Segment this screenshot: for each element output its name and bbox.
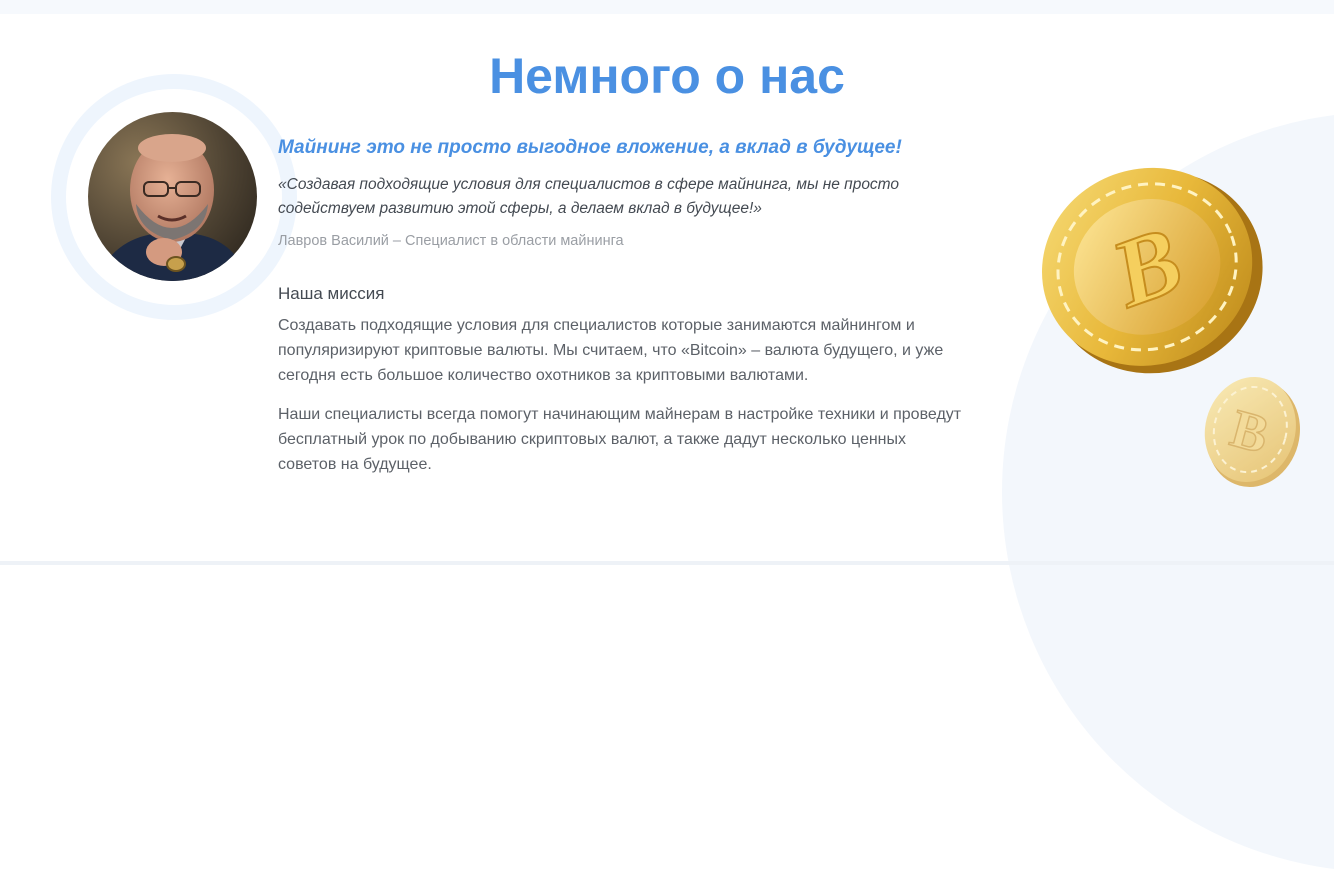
- mission-paragraph-1: Создавать подходящие условия для специалистов которые занимаются майнингом и популяризируют криптовые валюты. Мы считаем, что «Bitcoin» – валюта будущего, и уже сегодня есть большое количество охотников за криптовыми валютами.: [278, 317, 944, 384]
- avatar-image: [88, 112, 257, 281]
- svg-text:B: B: [1098, 205, 1196, 328]
- bitcoin-coin-icon: [1030, 158, 1270, 380]
- top-band: [0, 0, 1334, 14]
- tagline: Майнинг это не просто выгодное вложение, а вклад в будущее!: [278, 137, 902, 158]
- bottom-band: [0, 561, 1334, 565]
- svg-text:B: B: [1224, 397, 1275, 466]
- mission-paragraph-2: Наши специалисты всегда помогут начинающим майнерам в настройке техники и проведут бесплатный урок по добыванию скриптовых валют, а также дадут несколько ценных советов на будущее.: [278, 406, 962, 473]
- avatar: [88, 112, 257, 281]
- mission-title: Наша миссия: [278, 284, 385, 303]
- quote: «Создавая подходящие условия для специалистов в сфере майнинга, мы не просто содействуем развитию этой сферы, а делаем вклад в будущее!»: [278, 176, 900, 217]
- quote-author: Лавров Василий – Специалист в области майнинга: [278, 233, 624, 249]
- bitcoin-coin-small-icon: [1196, 370, 1308, 492]
- section-title: Немного о нас: [489, 48, 845, 104]
